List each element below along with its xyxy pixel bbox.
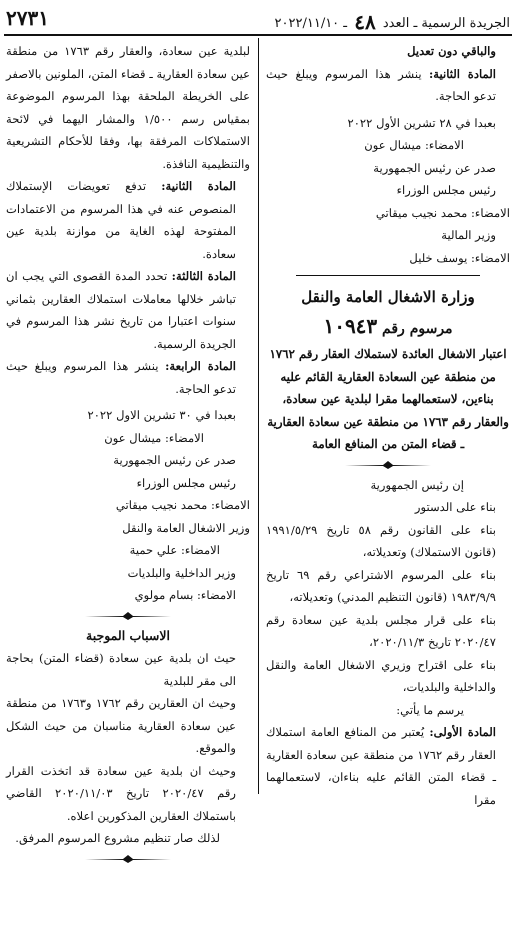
works-minister-title: وزير الاشغال العامة والنقل bbox=[122, 520, 250, 535]
article-1-continuation: لبلدية عين سعادة، والعقار رقم ١٧٦٣ من منطقة عين سعادة العقارية ـ قضاء المتن، الملونين بالاصفر على الخريطة الملحقة بهذا المرسوم الموضوعة بمقياس رسم ١/٥٠٠ والمشار اليهما في لائحة الاستملاكات المرفقة بها، وفقا للأحكام التشريعية والتنظيمية النافذة. bbox=[6, 44, 250, 171]
signed-place-date: بعبدا في ٢٨ تشرين الأول ٢٠٢٢ bbox=[347, 115, 496, 130]
signature-pm: الامضاء: محمد نجيب ميقاتي bbox=[375, 205, 510, 220]
pm-title: رئيس مجلس الوزراء bbox=[136, 475, 236, 490]
article-label: المادة الأولى: bbox=[429, 725, 497, 739]
interior-minister-title: وزير الداخلية والبلديات bbox=[127, 565, 236, 580]
article-label: المادة الثانية: bbox=[161, 179, 236, 193]
reason-1: حيث ان بلدية عين سعادة (قضاء المتن) بحاجة الى مقر للبلدية bbox=[6, 651, 236, 688]
ornament-divider bbox=[6, 850, 250, 868]
right-column bbox=[266, 40, 510, 811]
ornament-divider bbox=[6, 607, 250, 625]
basis-constitution: بناء على الدستور bbox=[414, 500, 496, 514]
article-label: المادة الرابعة: bbox=[165, 359, 236, 373]
basis-law: بناء على القانون رقم ٥٨ تاريخ ١٩٩١/٥/٢٩ (قانون الاستملاك) وتعديلاته، bbox=[266, 522, 496, 559]
issued-by-president: صدر عن رئيس الجمهورية bbox=[373, 160, 496, 175]
reasons-title: الاسباب الموجبة bbox=[86, 627, 170, 643]
finance-minister-title: وزير المالية bbox=[441, 228, 496, 242]
decree-label: مرسوم رقم bbox=[382, 321, 453, 337]
signature-interior: الامضاء: بسام مولوي bbox=[134, 588, 236, 602]
decree-number: ١٠٩٤٣ bbox=[323, 314, 378, 338]
ornament-icon bbox=[83, 610, 173, 622]
page-number: ٢٧٣١ bbox=[6, 6, 49, 30]
article-text: ينشر هذا المرسوم ويبلغ حيث تدعو الحاجة. bbox=[266, 66, 496, 103]
signature-works: الامضاء: علي حمية bbox=[129, 543, 220, 557]
decrees-following: يرسم ما يأتي: bbox=[396, 702, 464, 717]
left-column bbox=[6, 40, 250, 868]
section-separator bbox=[296, 275, 480, 276]
article-label: المادة الثالثة: bbox=[171, 269, 236, 283]
rest-unchanged: والباقي دون تعديل bbox=[407, 44, 496, 58]
article-text: يُعتبر من المنافع العامة استملاك العقار رقم ١٧٦٢ من منطقة عين سعادة العقارية ـ قضاء المتن القائم عليه بناءان، لاستعمالهما مقرا bbox=[266, 725, 496, 807]
gazette-name: الجريدة الرسمية ـ العدد bbox=[382, 16, 510, 31]
column-divider bbox=[258, 38, 259, 794]
issue-number: ٤٨ bbox=[354, 10, 376, 34]
article-text: ينشر هذا المرسوم ويبلغ حيث تدعو الحاجة. bbox=[6, 359, 236, 396]
header-rule bbox=[4, 34, 512, 36]
ministry-heading: وزارة الاشغال العامة والنقل bbox=[301, 288, 475, 306]
decree-subject: اعتبار الاشغال العائدة لاستملاك العقار رقم ١٧٦٢ من منطقة عين السعادة العقارية القائم عليه بناءين، لاستعمالهما مقرا لبلدية عين سعادة، والعقار رقم ١٧٦٣ من منطقة عين سعادة العقارية ـ قضاء المتن من المنافع العامة bbox=[267, 347, 509, 451]
issue-date: ـ ٢٠٢٢/١١/١٠ bbox=[274, 16, 348, 31]
basis-proposal: بناء على اقتراح وزيري الاشغال العامة والنقل والداخلية والبلديات، bbox=[266, 657, 496, 694]
pm-title: رئيس مجلس الوزراء bbox=[396, 183, 496, 197]
signed-place-date: بعبدا في ٣٠ تشرين الاول ٢٠٢٢ bbox=[87, 408, 236, 422]
signature-pm: الامضاء: محمد نجيب ميقاتي bbox=[115, 498, 250, 512]
intro-president: إن رئيس الجمهورية bbox=[370, 477, 464, 492]
issued-by-president: صدر عن رئيس الجمهورية bbox=[113, 453, 236, 467]
right-article-2 bbox=[266, 63, 510, 108]
reason-2: وحيث ان العقارين رقم ١٧٦٢ و١٧٦٣ من منطقة عين سعادة العقارية مناسبان من حيث الشكل والموقع. bbox=[6, 696, 236, 755]
left-article-4 bbox=[6, 355, 250, 400]
signature-president: الامضاء: ميشال عون bbox=[104, 430, 204, 445]
right-article-1 bbox=[266, 721, 510, 811]
decree-heading bbox=[266, 312, 510, 343]
ornament-icon bbox=[343, 459, 433, 471]
article-text: تحدد المدة القصوى التي يجب ان تباشر خلالها معاملات استملاك العقارين بثماني سنوات اعتبارا من تاريخ نشر هذا المرسوم في الجريدة الرسمية. bbox=[6, 269, 236, 351]
page-header bbox=[6, 6, 510, 32]
gazette-title bbox=[275, 10, 510, 34]
ornament-icon bbox=[83, 853, 173, 865]
signature-president: الامضاء: ميشال عون bbox=[364, 138, 464, 152]
signature-finance: الامضاء: يوسف خليل bbox=[409, 250, 510, 265]
article-text: تدفع تعويضات الإستملاك المنصوص عنه في هذا المرسوم من الاعتمادات المفتوحة لهذه الغاية من موازنة بلدية عين سعادة. bbox=[6, 179, 236, 261]
ornament-divider bbox=[266, 456, 510, 474]
basis-decree: بناء على المرسوم الاشتراعي رقم ٦٩ تاريخ ١٩٨٣/٩/٩ (قانون التنظيم المدني) وتعديلاته، bbox=[266, 567, 496, 604]
reason-3: وحيث ان بلدية عين سعادة قد اتخذت القرار رقم ٢٠٢٠/٤٧ تاريخ ٢٠٢٠/١١/٠٣ القاضي باستملاك العقارين المذكورين اعلاه. bbox=[6, 763, 236, 823]
article-label: المادة الثانية: bbox=[429, 66, 496, 81]
left-article-2 bbox=[6, 175, 250, 265]
reason-4: لذلك صار تنظيم مشروع المرسوم المرفق. bbox=[15, 831, 220, 845]
basis-municipal-decision: بناء على قرار مجلس بلدية عين سعادة رقم ٢٠٢٠/٤٧ تاريخ ٢٠٢٠/١١/٣، bbox=[266, 612, 496, 649]
left-article-3 bbox=[6, 265, 250, 355]
